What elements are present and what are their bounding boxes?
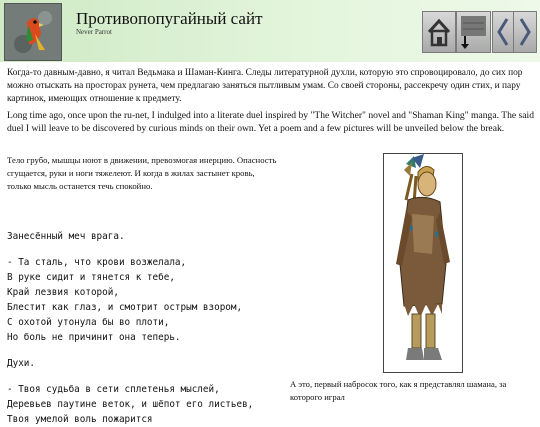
poem-line: - Та сталь, что крови возжелала, xyxy=(7,257,187,268)
chevron-left-icon xyxy=(493,12,513,52)
home-button[interactable] xyxy=(422,11,456,53)
poem-line: Твоя умелой воль пожарится xyxy=(7,414,153,425)
poem-line: В руке сидит и тянется к тебе, xyxy=(7,272,175,283)
poem-line: - Твоя судьба в сети сплетенья мыслей, xyxy=(7,384,220,395)
stanza-gap xyxy=(7,371,285,382)
site-header xyxy=(0,0,540,62)
intro-english: Long time ago, once upon the ru-net, I indulged into a literate duel inspired by "The Witcher" novel and "Shaman King" manga. The said duel I will leave to be discovered by curious minds on their own. Yet a poem and a few pictures will be unveiled below the break. xyxy=(7,110,534,134)
next-button[interactable] xyxy=(513,11,537,53)
scroll-down-icon xyxy=(457,12,490,52)
stanza-title: Занесённый меч врага. xyxy=(7,231,125,242)
stanza-title: Духи. xyxy=(7,358,35,369)
poem-preface: Тело грубо, мышцы ноют в движении, превозмогая инерцию. Опасность сгущается, руки и ноги тяжелеют. И когда в жилах застынет кровь, только мысль останется течь спокойно. xyxy=(7,155,277,191)
intro-russian: Когда-то давным-давно, я читал Ведьмака и Шаман-Кинга. Следы литературной духли, которую это спровоцировало, до сих пор можно отыскать на просторах рунета, чем предлагаю заняться пытливым умам. Со своей стороны, рассекречу один стих, и пару картинок, имеющих отношение к предмету. xyxy=(7,68,523,104)
figure-caption: А это, первый набросок того, как я представлял шамана, за которого играл xyxy=(290,379,507,402)
shaman-sketch-image[interactable] xyxy=(383,153,463,373)
stanza-gap xyxy=(7,345,285,356)
poem-line: С охотой утонула бы во плоти, xyxy=(7,317,170,328)
poem-line: Но боль не причинит она теперь. xyxy=(7,332,181,343)
poem-line: Деревьев паутине веток, и шёпот его листьев, xyxy=(7,399,254,410)
site-title: Противопопугайный сайт xyxy=(76,9,263,28)
site-subtitle: Never Parrot xyxy=(76,28,112,36)
poem-line: Блестит как глаз, и смотрит острым взором, xyxy=(7,302,243,313)
chevron-right-icon xyxy=(514,12,536,52)
poem-line: Край лезвия которой, xyxy=(7,287,119,298)
poem xyxy=(7,229,285,427)
scroll-down-button[interactable] xyxy=(456,11,491,53)
parrot-logo[interactable] xyxy=(4,3,62,61)
home-icon xyxy=(423,12,455,52)
prev-button[interactable] xyxy=(492,11,514,53)
stanza-gap xyxy=(7,244,285,255)
